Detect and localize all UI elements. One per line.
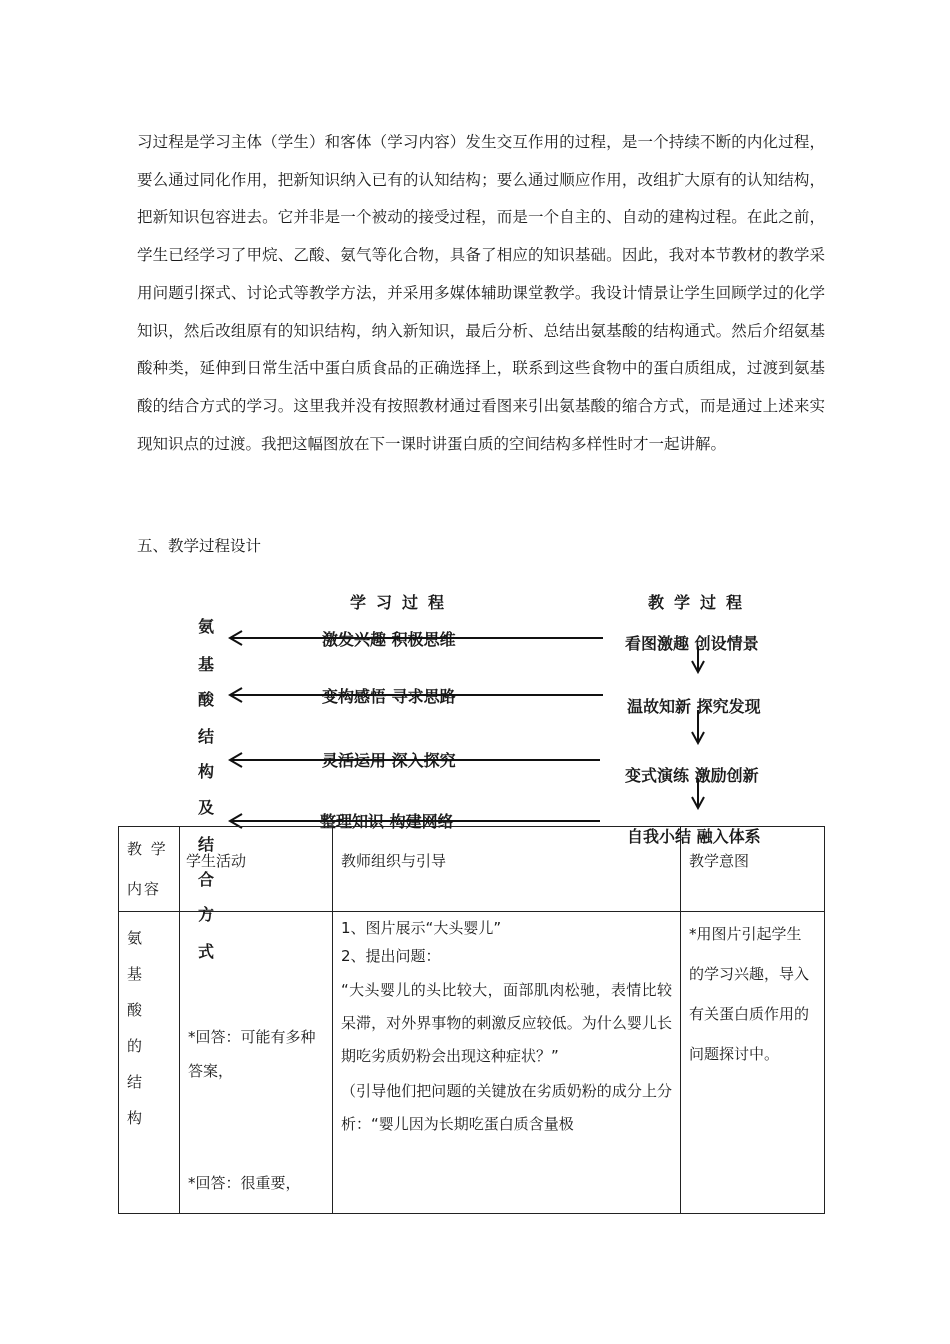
content-char: 酸 [127, 1001, 143, 1019]
down-arrow-1-head [692, 661, 704, 672]
header-intent-label: 教学意图 [689, 852, 750, 870]
section-heading: 五、教学过程设计 [137, 537, 262, 555]
student-answer-2: *回答：很重要， [188, 1174, 301, 1192]
left-arrow-1-head [230, 631, 242, 645]
intro-paragraph: 习过程是学习主体（学生）和客体（学习内容）发生交互作用的过程，是一个持续不断的内化过程，要么通过同化作用，把新知识纳入已有的认知结构；要么通过顺应作用，改组扩大原有的认知结构，把新知识包容进去。它并非是一个被动的接受过程，而是一个自主的、自动的建构过程。在此之前，学生已经学习了甲烷、乙酸、氨气等化合物，具备了相应的知识基础。因此，我对本节教材的教学采用问题引探式、讨论式等教学方法，并采用多媒体辅助课堂教学。我设计情景让学生回顾学过的化学知识，然后改组原有的知识结构，纳入新知识，最后分析、总结出氨基酸的结构通式。然后介绍氨基酸种类，延伸到日常生活中蛋白质食品的正确选择上，联系到这些食物中的蛋白质组成，过渡到氨基酸的结合方式的学习。这里我并没有按照教材通过看图来引出氨基酸的缩合方式，而是通过上述来实现知识点的过渡。我把这幅图放在下一课时讲蛋白质的空间结构多样性时才一起讲解。 [137, 133, 825, 453]
header-teacher-label: 教师组织与引导 [341, 852, 447, 870]
content-char: 的 [127, 1037, 143, 1055]
header-content [119, 827, 180, 912]
learning-step-1: 激发兴趣 积极思维 [322, 630, 456, 649]
topic-char: 构 [197, 762, 214, 781]
learning-step-2: 变构感悟 寻求思路 [322, 687, 456, 706]
teacher-line-3: “大头婴儿的头比较大，面部肌肉松驰，表情比较呆滞，对外界事物的刺激反应较低。为什么婴儿长期吃劣质奶粉会出现这种症状？” [341, 981, 672, 1065]
lesson-table [118, 826, 825, 1214]
left-arrow-3-head [230, 753, 242, 767]
header-student-label: 学生活动 [186, 852, 247, 870]
intent-cell [681, 912, 825, 1214]
topic-char: 氨 [197, 617, 214, 636]
teacher-line-4: （引导他们把问题的关键放在劣质奶粉的成分上分析：“婴儿因为长期吃蛋白质含量极 [341, 1082, 672, 1133]
teaching-step-3: 变式演练 激励创新 [625, 766, 759, 785]
teaching-step-4: 自我小结 融入体系 [627, 827, 761, 846]
topic-char: 方 [197, 905, 214, 924]
content-char: 氨 [127, 929, 143, 947]
topic-char: 结 [197, 835, 214, 854]
down-arrow-2-head [692, 732, 704, 743]
teaching-process-title: 教学过程 [648, 593, 753, 612]
teacher-line-1: 1、图片展示“大头婴儿” [341, 919, 502, 937]
content-char: 构 [127, 1109, 143, 1127]
topic-char: 式 [197, 942, 214, 961]
learning-process-title: 学习过程 [350, 593, 455, 612]
header-content-label: 教 学 内容 [127, 840, 168, 898]
topic-char: 酸 [197, 690, 214, 709]
student-cell [180, 912, 333, 1214]
left-arrow-2-head [230, 688, 242, 702]
teaching-step-2: 温故知新 探究发现 [627, 697, 761, 716]
down-arrow-3-head [692, 797, 704, 808]
learning-step-3: 灵活运用 深入探究 [322, 751, 456, 770]
content-char: 基 [127, 965, 143, 983]
content-char: 结 [127, 1073, 143, 1091]
intent-text: *用图片引起学生的学习兴趣，导入有关蛋白质作用的问题探讨中。 [689, 925, 810, 1063]
content-column [119, 912, 147, 1136]
teaching-step-1: 看图激趣 创设情景 [625, 634, 759, 653]
topic-char: 合 [197, 870, 214, 889]
student-answer-1: *回答：可能有多种答案， [188, 1028, 316, 1080]
topic-char: 结 [197, 727, 214, 746]
content-cell [119, 912, 180, 1214]
topic-char: 基 [197, 655, 214, 674]
teacher-line-2: 2、提出问题： [341, 947, 441, 965]
teacher-cell [333, 912, 681, 1214]
topic-char: 及 [197, 798, 214, 817]
learning-step-4: 整理知识 构建网络 [320, 812, 454, 831]
header-student [180, 827, 333, 912]
